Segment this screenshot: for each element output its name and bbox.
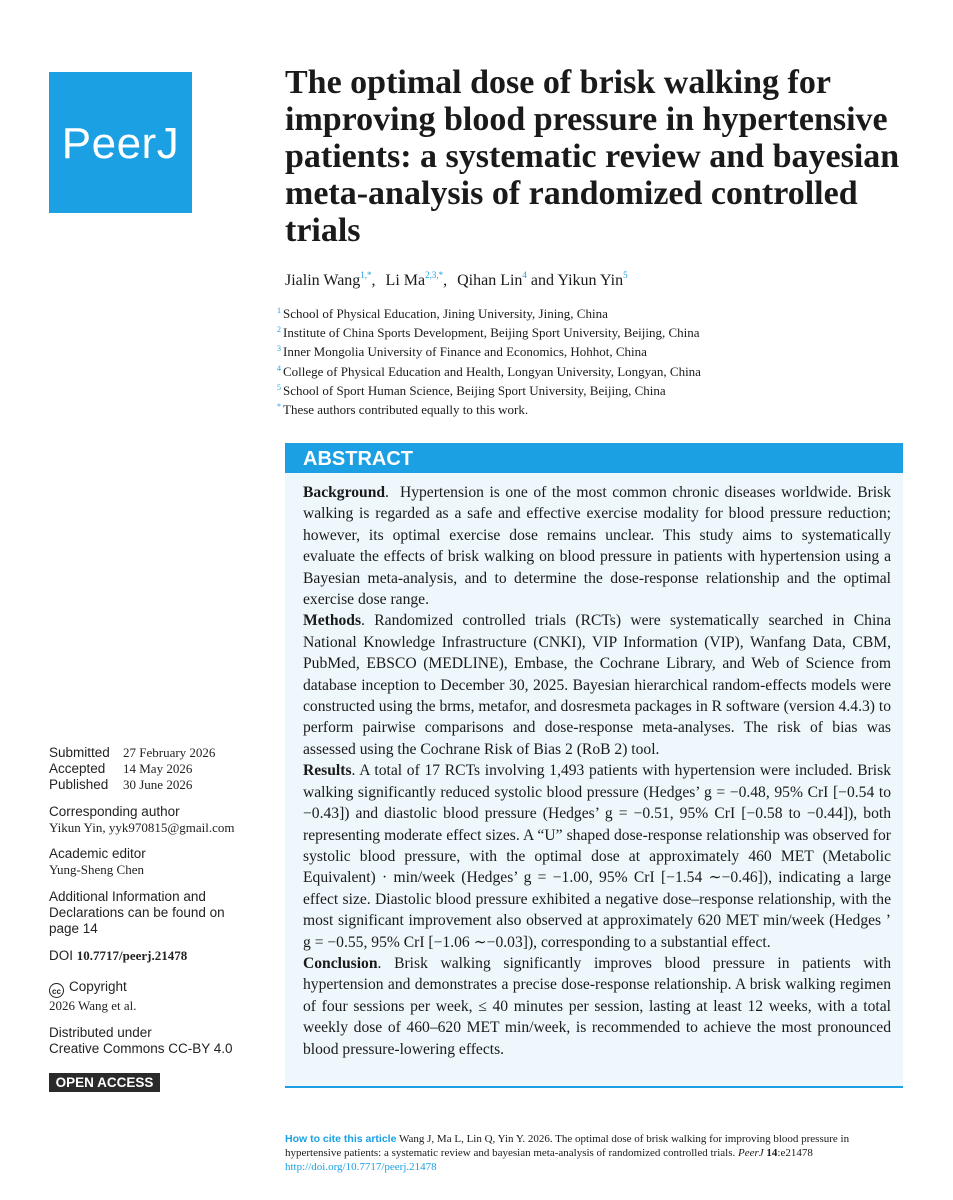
affiliation-sup: 5 <box>277 382 281 392</box>
affiliation-text: These authors contributed equally to this work. <box>283 402 529 418</box>
copyright-label: Copyright <box>69 979 127 994</box>
doi-value[interactable]: 10.7717/peerj.21478 <box>76 948 188 963</box>
affiliation-item <box>277 362 917 381</box>
affiliation-text: School of Physical Education, Jining University, Jining, China <box>283 306 608 321</box>
results-text: A total of 17 RCTs involving 1,493 patients with hypertension were included. Brisk walking significantly reduced systolic blood pressure (Hedges’ g = −0.48, 95% CrI [−0.54 to −0.43]) and diastolic blood pressure (Hedges’ g = −0.51, 95% CrI [−0.58 to −0.44]), both representing moderate effect sizes. A “U” shaped dose-response relationship was observed for systolic blood pressure, with the optimal dose at approximately 460 MET (Metabolic Equivalent) · min/week (Hedges’ g = −1.00, 95% CrI [−1.54 ∼−0.46]), indicating a large effect size. Diastolic blood pressure exhibited a negative dose–response relationship, with the most significant improvement also observed at approximately 620 MET min/week (Hedges ’ g = −0.55, 95% CrI [−1.06 ∼−0.03]), corresponding to a substantial effect. <box>303 762 892 951</box>
article-title: The optimal dose of brisk walking for improving blood pressure in hypertensive patients: a systematic review and bayesian meta-analysis of randomized controlled trials <box>285 64 900 249</box>
author-list: Jialin Wang$^{1,*}$, Li $Ma^{2,3,*}$, Qihan Lin$^4$ and Yikun Yin$^5$ <box>285 270 628 289</box>
published-date: 30 June 2026 <box>123 777 193 792</box>
editor-block <box>49 846 259 878</box>
author-and: and <box>530 272 555 289</box>
published-label: Published <box>49 777 109 792</box>
dates-block <box>49 745 259 793</box>
abstract-body <box>285 473 903 1088</box>
corresponding-block <box>49 804 259 836</box>
background-text: Hypertension is one of the most common chronic diseases worldwide. Brisk walking is regarded as a safe and effective exercise modality for blood pressure reduction; however, its optimal exercise dose remains unclear. This study aims to systematically evaluate the effects of brisk walking on blood pressure in patients with hypertension using a Bayesian meta-analysis, and to determine the dose-response relationship and the optimal exercise dose range. <box>303 484 891 609</box>
abstract-results: Results. A total of 17 RCTs involving 1,493 patients with hypertension were included. Brisk walking significantly reduced systolic blood pressure (Hedges’ g = −0.48, 95% CrI [−0.54 to −0.43]) and diastolic blood pressure (Hedges’ g = −0.51, 95% CrI [−0.58 to −0.44]), both representing moderate effect sizes. A “U” shaped dose-response relationship was observed for systolic blood pressure, with the optimal dose at approximately 460 MET (Metabolic Equivalent) · min/week (Hedges’ g = −1.00, 95% CrI [−1.54 ∼−0.46]), indicating a large effect size. Diastolic blood pressure exhibited a negative dose–response relationship, with the most significant improvement also observed at approximately 620 MET min/week (Hedges ’ g = −0.55, 95% CrI [−1.06 ∼−0.03]), corresponding to a substantial effect. <box>303 762 892 951</box>
affiliation-sup: 1 <box>277 306 281 315</box>
affiliation-item <box>277 342 917 361</box>
citation-article: :e21478 <box>777 1147 813 1159</box>
accepted-row <box>49 761 259 777</box>
corresponding-value[interactable]: Yikun Yin, yyk970815@gmail.com <box>49 820 235 835</box>
results-label: Results <box>303 762 352 780</box>
affiliation-item <box>277 323 917 342</box>
affiliation-item <box>277 381 917 400</box>
affiliation-sup: 3 <box>277 344 281 354</box>
affiliation-item <box>277 304 917 323</box>
submitted-row <box>49 745 259 761</box>
creative-commons-icon: cc <box>49 983 64 998</box>
methods-label: Methods <box>303 612 362 630</box>
background-label: Background <box>303 484 386 501</box>
accepted-date: 14 May 2026 <box>123 761 193 776</box>
affiliation-sup: * <box>277 402 281 412</box>
author-name: Yikun Yin <box>557 272 624 289</box>
affiliation-text: Institute of China Sports Development, Beijing Sport University, Beijing, China <box>283 325 700 341</box>
accepted-label: Accepted <box>49 761 106 776</box>
editor-label: Academic editor <box>49 846 146 861</box>
conclusion-label: Conclusion <box>303 954 378 972</box>
affiliation-list <box>277 304 917 419</box>
abstract-background: Background. Hypertension is one of the most common chronic diseases worldwide. Brisk walking is regarded as a safe and effective exercise modality for blood pressure reduction; however, its optimal exercise dose remains unclear. This study aims to systematically evaluate the effects of brisk walking on blood pressure in patients with hypertension using a Bayesian meta-analysis, and to determine the dose-response relationship and the optimal exercise dose range. <box>303 484 891 609</box>
methods-text: Randomized controlled trials (RCTs) were systematically searched in China National Knowledge Infrastructure (CNKI), VIP Information (VIP), Wanfang Data, CBM, PubMed, EBSCO (MEDLINE), Embase, the Cochrane Library, and Web of Science from database inception to December 30, 2025. Bayesian hierarchical random-effects models were constructed using the brms, metafor, and dosresmeta packages in R software (version 4.4.3) to perform pairwise comparisons and dose-response meta-analyses. The risk of bias was assessed using the Cochrane Risk of Bias 2 (RoB 2) tool. <box>303 612 892 758</box>
citation-url[interactable]: http://doi.org/10.7717/peerj.21478 <box>285 1161 437 1173</box>
affiliation-text: Inner Mongolia University of Finance and Economics, Hohhot, China <box>283 344 647 360</box>
published-row <box>49 777 259 793</box>
author-sup: 5 <box>623 270 628 280</box>
citation-block <box>285 1132 905 1174</box>
affiliation-sup: 2 <box>277 325 281 335</box>
license-label: Distributed under <box>49 1025 152 1040</box>
affiliation-sup: 4 <box>277 363 281 373</box>
copyright-value: 2026 Wang et al. <box>49 998 137 1013</box>
author-sup: 1,* <box>360 270 372 280</box>
affiliation-item <box>277 400 917 419</box>
license-value[interactable]: Creative Commons CC-BY 4.0 <box>49 1041 233 1056</box>
corresponding-label: Corresponding author <box>49 804 180 819</box>
author-sup: 2,3,* <box>425 270 444 280</box>
copyright-block <box>49 979 259 1014</box>
author-sup: 4 <box>522 270 527 280</box>
editor-value: Yung-Sheng Chen <box>49 862 144 877</box>
abstract-conclusion: Conclusion. Brisk walking significantly improves blood pressure in patients with hypertension and demonstrates a precise dose-response relationship. A brisk walking regimen of four sessions per week, ≤ 40 minutes per session, lasting at least 12 weeks, with a total weekly dose of 460–620 MET min/week, is recommended to achieve the most pronounced blood pressure-lowering effects. <box>303 954 892 1058</box>
citation-lead: How to cite this article <box>285 1133 397 1145</box>
submitted-date: 27 February 2026 <box>123 745 216 760</box>
citation-volume: 14 <box>766 1147 778 1159</box>
peerj-logo <box>49 72 192 213</box>
conclusion-text: Brisk walking significantly improves blood pressure in patients with hypertension and demonstrates a precise dose-response relationship. A brisk walking regimen of four sessions per week, ≤ 40 minutes per session, lasting at least 12 weeks, with a total weekly dose of 460–620 MET min/week, is recommended to achieve the most pronounced blood pressure-lowering effects. <box>303 954 892 1058</box>
doi-block <box>49 948 259 964</box>
citation-journal: PeerJ <box>738 1147 764 1159</box>
submitted-label: Submitted <box>49 745 110 760</box>
logo-text: PeerJ <box>61 118 180 168</box>
citation-text: Wang J, Ma L, Lin Q, Yin Y. 2026. The optimal dose of brisk walking for improving blood pressure in hypertensive patients: a systematic review and bayesian meta-analysis of randomized controlled trials. <box>285 1133 850 1159</box>
author-name: Jialin Wang <box>285 272 361 289</box>
abstract-heading: ABSTRACT <box>285 443 903 473</box>
abstract-methods: Methods. Randomized controlled trials (RCTs) were systematically searched in China National Knowledge Infrastructure (CNKI), VIP Information (VIP), Wanfang Data, CBM, PubMed, EBSCO (MEDLINE), Embase, the Cochrane Library, and Web of Science from database inception to December 30, 2025. Bayesian hierarchical random-effects models were constructed using the brms, metafor, and dosresmeta packages in R software (version 4.4.3) to perform pairwise comparisons and dose-response meta-analyses. The risk of bias was assessed using the Cochrane Risk of Bias 2 (RoB 2) tool. <box>303 612 892 758</box>
additional-info[interactable]: Additional Information and Declarations can be found on page 14 <box>49 889 225 936</box>
affiliation-text: College of Physical Education and Health, Longyan University, Longyan, China <box>283 363 701 379</box>
affiliation-text: School of Sport Human Science, Beijing Sport University, Beijing, China <box>283 382 666 398</box>
open-access-badge: OPEN ACCESS <box>49 1073 160 1092</box>
author-name: Qihan Lin <box>457 272 523 289</box>
doi-label: DOI <box>49 948 74 963</box>
license-block <box>49 1025 259 1057</box>
author-name: Li Ma <box>385 272 426 289</box>
